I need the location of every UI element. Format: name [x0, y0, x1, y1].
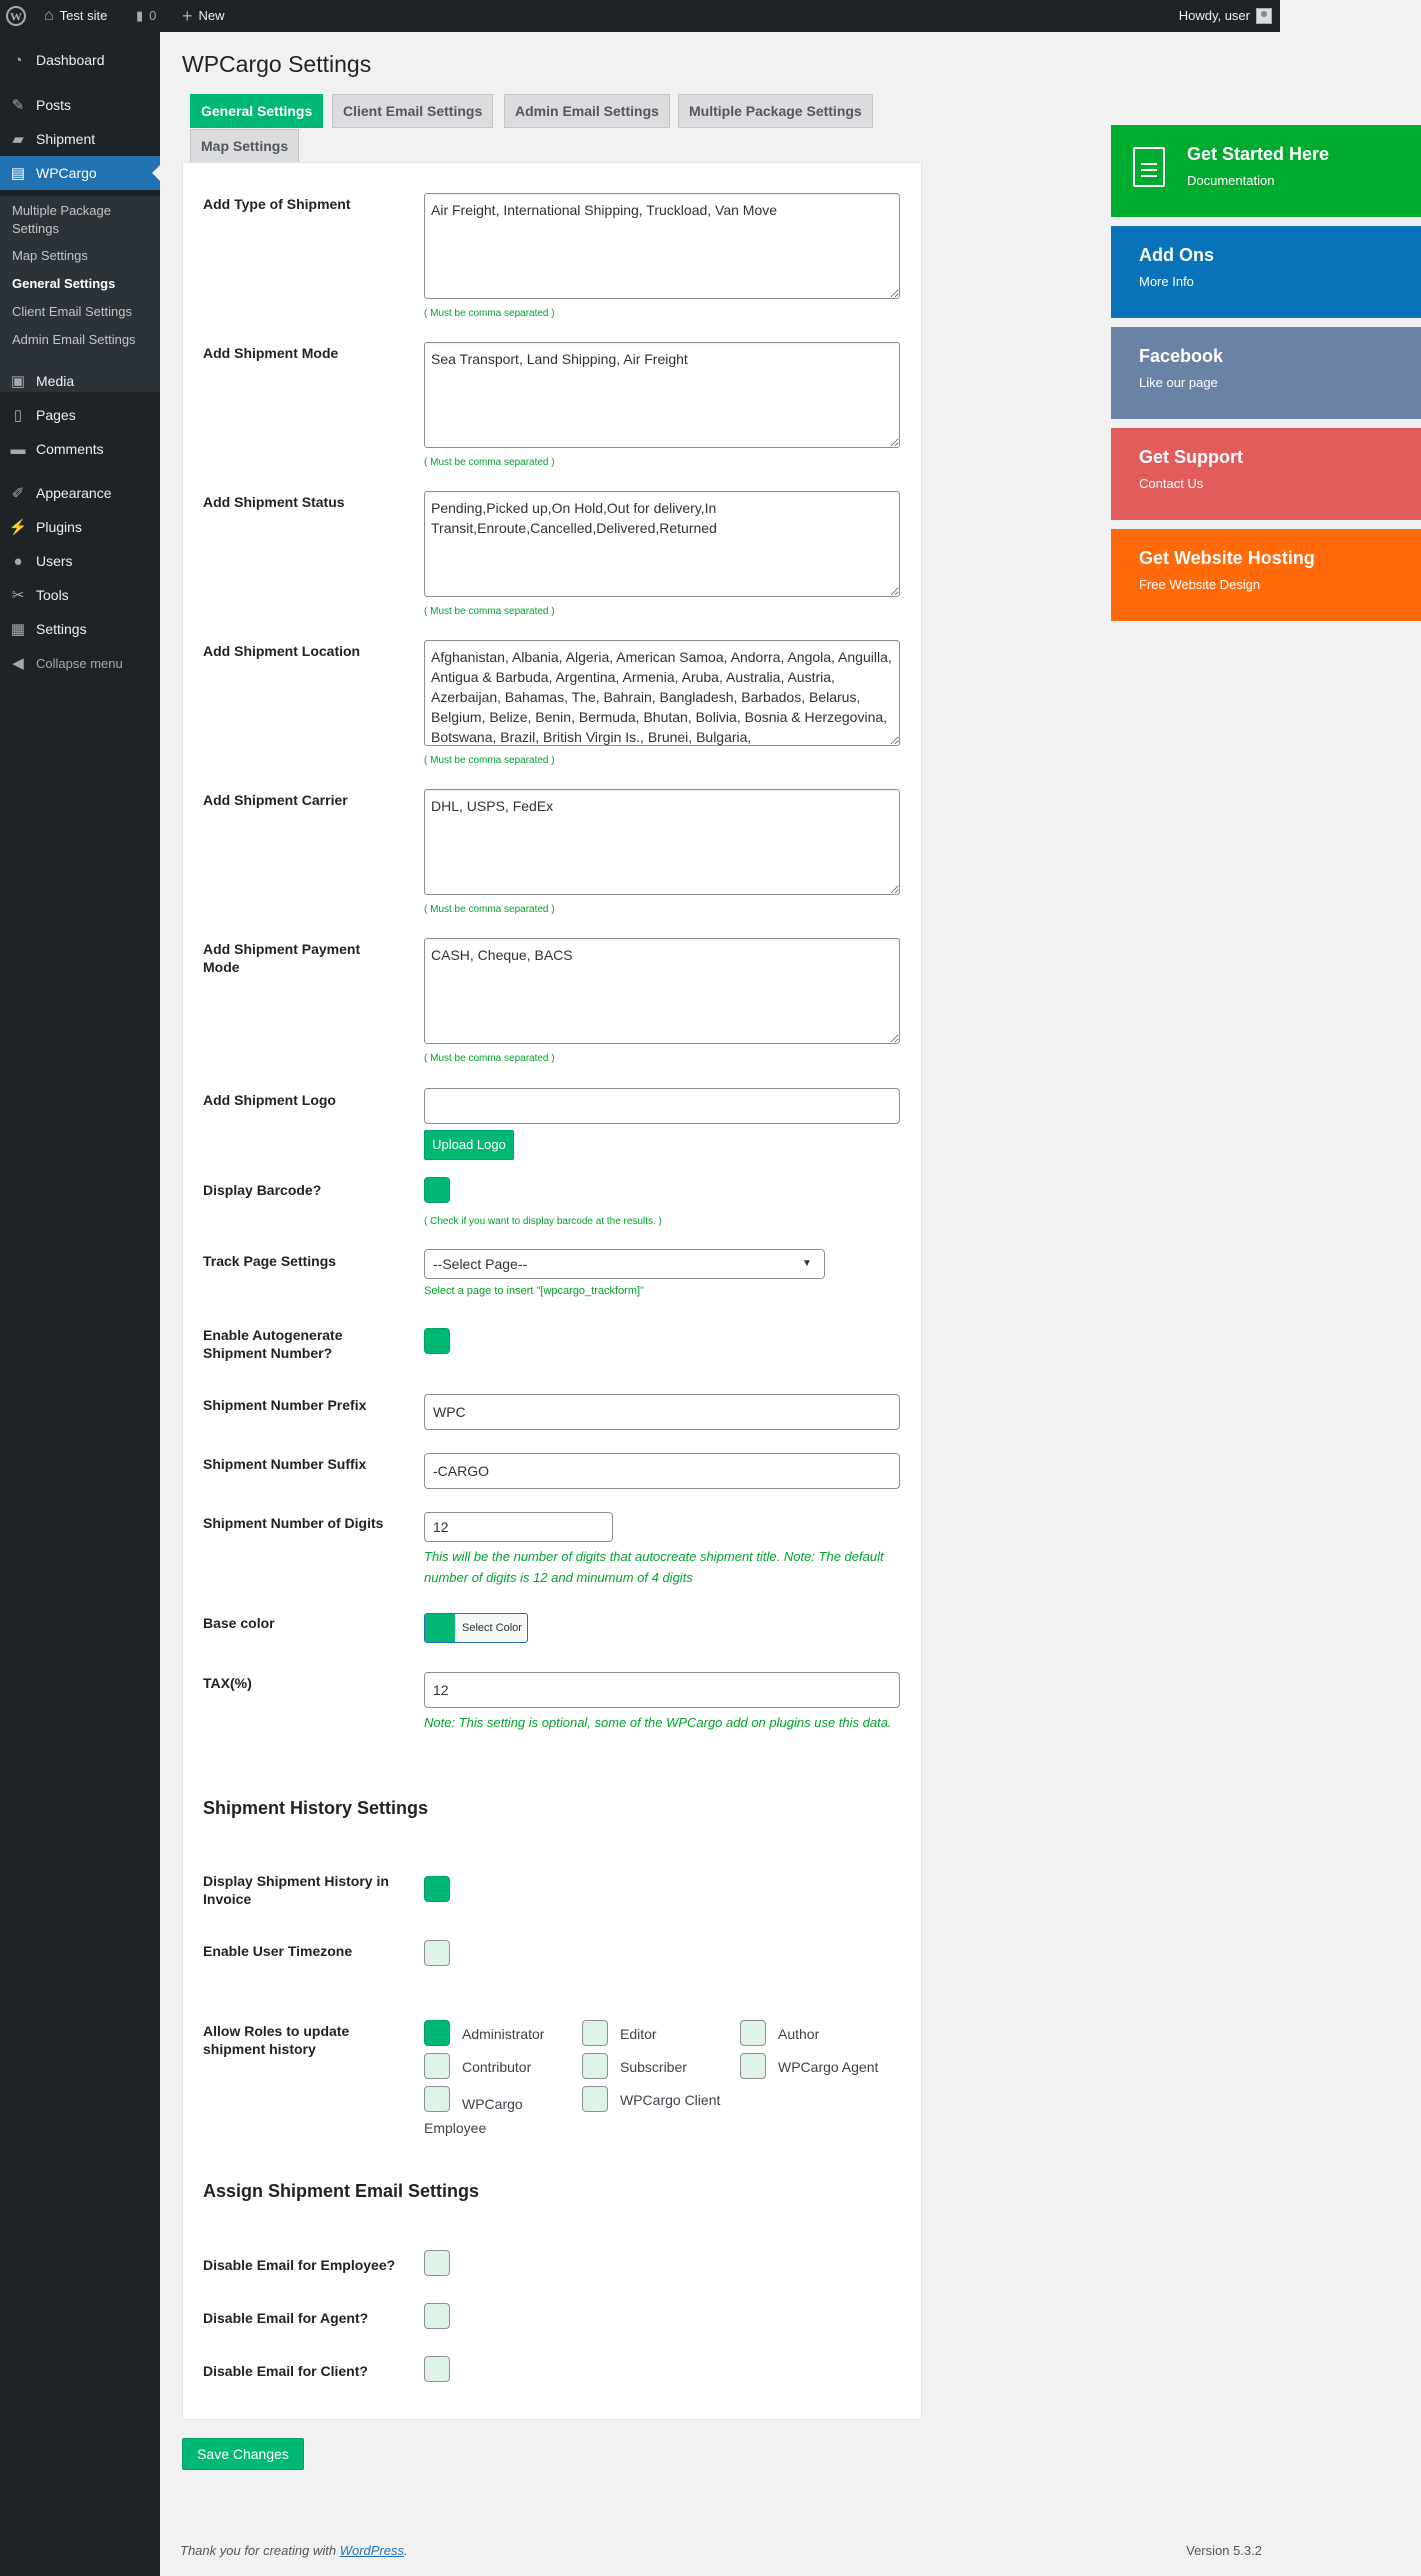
tab-multiple-package-settings[interactable]: Multiple Package Settings	[678, 94, 873, 128]
type-of-shipment-label: Add Type of Shipment	[203, 196, 351, 212]
user-icon: ●	[13, 552, 23, 570]
shipment-status-textarea[interactable]	[424, 491, 900, 597]
user-timezone-label: Enable User Timezone	[203, 1943, 353, 1959]
suffix-label: Shipment Number Suffix	[203, 1456, 367, 1472]
menu-label: Comments	[36, 441, 104, 457]
shipment-location-label: Add Shipment Location	[203, 643, 361, 659]
menu-media[interactable]	[0, 364, 160, 398]
tax-note: Note: This setting is optional, some of the WPCargo add on plugins use this data.	[424, 1715, 892, 1730]
barcode-hint: ( Check if you want to display barcode at the results. )	[424, 1216, 662, 1227]
menu-label: Posts	[36, 97, 72, 113]
menu-label: Collapse menu	[36, 655, 123, 671]
suffix-input[interactable]	[424, 1453, 900, 1489]
comments-link[interactable]	[136, 0, 156, 32]
pin-icon: ✎	[11, 97, 25, 114]
tax-label: TAX(%)	[203, 1675, 252, 1691]
disable-employee-email-label: Disable Email for Employee?	[203, 2257, 396, 2273]
widget-title: Facebook	[1139, 346, 1224, 366]
role-author-label: Author	[778, 2026, 820, 2042]
role-wpcargo-agent-checkbox[interactable]	[740, 2053, 766, 2079]
shipment-logo-label: Add Shipment Logo	[203, 1092, 336, 1108]
footer-thanks-text: Thank you for creating with	[180, 2543, 337, 2558]
autogenerate-checkbox[interactable]	[424, 1328, 450, 1354]
user-timezone-checkbox[interactable]	[424, 1940, 450, 1966]
admin-bar	[0, 0, 1280, 32]
role-contributor-label: Contributor	[462, 2059, 532, 2075]
history-section-title: Shipment History Settings	[203, 1798, 429, 1818]
menu-users[interactable]	[0, 544, 160, 578]
menu-comments[interactable]	[0, 432, 160, 466]
submenu-admin-email[interactable]: Admin Email Settings	[12, 332, 136, 347]
howdy-text: Howdy, user	[1178, 8, 1250, 23]
widget-add-ons[interactable]	[1111, 226, 1421, 318]
menu-label: Plugins	[36, 519, 82, 535]
role-wpcargo-client-label: WPCargo Client	[620, 2092, 721, 2108]
email-section-title: Assign Shipment Email Settings	[203, 2181, 480, 2201]
account-menu[interactable]	[1179, 0, 1272, 32]
menu-label: Users	[36, 553, 73, 569]
widget-subtitle: More Info	[1139, 274, 1194, 289]
tab-client-email-settings[interactable]: Client Email Settings	[332, 94, 493, 128]
role-wpcargo-client-checkbox[interactable]	[582, 2086, 608, 2112]
collapse-icon: ◀	[12, 655, 24, 672]
color-swatch	[425, 1614, 455, 1642]
chevron-down-icon: ▼	[802, 1258, 812, 1269]
menu-settings[interactable]	[0, 612, 160, 646]
tab-admin-email-settings[interactable]: Admin Email Settings	[504, 94, 670, 128]
disable-client-email-checkbox[interactable]	[424, 2356, 450, 2382]
type-of-shipment-textarea[interactable]	[424, 193, 900, 299]
shipment-mode-textarea[interactable]	[424, 342, 900, 448]
menu-label: Dashboard	[36, 52, 105, 68]
admin-sidebar	[0, 32, 160, 2576]
wordpress-link[interactable]: WordPress	[339, 2543, 404, 2558]
widget-get-support[interactable]	[1111, 428, 1421, 520]
menu-posts[interactable]	[0, 88, 160, 122]
display-barcode-label: Display Barcode?	[203, 1182, 322, 1198]
base-color-label: Base color	[203, 1615, 275, 1631]
disable-agent-email-checkbox[interactable]	[424, 2303, 450, 2329]
comma-hint: ( Must be comma separated )	[424, 308, 555, 319]
widget-title: Get Support	[1139, 447, 1243, 467]
new-label: New	[198, 8, 225, 23]
payment-mode-textarea[interactable]	[424, 938, 900, 1044]
menu-label: Shipment	[36, 131, 96, 147]
digits-input[interactable]	[424, 1512, 613, 1542]
roles-label: Allow Roles to update shipment history	[203, 2023, 350, 2057]
history-invoice-checkbox[interactable]	[424, 1876, 450, 1902]
pages-icon: ▯	[13, 407, 23, 424]
footer-thanks-end: .	[404, 2543, 408, 2558]
widget-title: Add Ons	[1139, 245, 1214, 265]
menu-shipment[interactable]	[0, 122, 160, 156]
widget-subtitle: Contact Us	[1139, 476, 1204, 491]
role-administrator-label: Administrator	[462, 2026, 545, 2042]
menu-pages[interactable]	[0, 398, 160, 432]
comments-count: 0	[149, 8, 157, 23]
role-contributor-checkbox[interactable]	[424, 2053, 450, 2079]
wordpress-logo-icon[interactable]	[6, 0, 26, 32]
shipment-logo-input[interactable]	[424, 1088, 900, 1124]
role-subscriber-label: Subscriber	[620, 2059, 687, 2075]
dashboard-icon: ◔	[13, 51, 23, 69]
disable-client-email-label: Disable Email for Client?	[203, 2363, 368, 2379]
submenu-multiple-package[interactable]: Multiple Package Settings	[12, 203, 111, 236]
autogenerate-label: Enable Autogenerate Shipment Number?	[203, 1327, 343, 1361]
payment-mode-label: Add Shipment Payment Mode	[203, 941, 361, 975]
site-name-link[interactable]	[44, 0, 107, 32]
new-content-link[interactable]	[182, 0, 225, 32]
track-page-hint: Select a page to insert "[wpcargo_trackform]"	[424, 1285, 644, 1297]
save-changes-button[interactable]: Save Changes	[182, 2438, 304, 2470]
shipment-location-textarea[interactable]	[424, 640, 900, 746]
menu-label: Settings	[36, 621, 87, 637]
tab-general-settings[interactable]: General Settings	[190, 94, 323, 128]
comma-hint: ( Must be comma separated )	[424, 755, 555, 766]
select-color-label: Select Color	[462, 1622, 522, 1634]
wrench-icon: ✂	[11, 587, 25, 604]
comma-hint: ( Must be comma separated )	[424, 904, 555, 915]
menu-label: Appearance	[36, 485, 112, 501]
submenu-client-email[interactable]: Client Email Settings	[12, 304, 132, 319]
digits-label: Shipment Number of Digits	[203, 1515, 384, 1531]
comment-icon: ▬	[10, 440, 26, 458]
tab-map-settings[interactable]: Map Settings	[190, 129, 299, 163]
avatar	[1256, 8, 1272, 24]
menu-appearance[interactable]	[0, 476, 160, 510]
menu-label: WPCargo	[36, 165, 97, 181]
role-wpcargo-employee-label: WPCargo Employee	[424, 2096, 523, 2136]
menu-tools[interactable]	[0, 578, 160, 612]
widget-website-hosting[interactable]	[1111, 529, 1421, 621]
truck-icon: ▰	[12, 131, 24, 148]
plus-icon: +	[182, 6, 193, 26]
track-page-select[interactable]	[424, 1249, 825, 1279]
display-barcode-checkbox[interactable]	[424, 1177, 450, 1203]
digits-note: This will be the number of digits that autocreate shipment title. Note: The default number of digits is 12 and minumum of 4 digits	[424, 1549, 884, 1585]
history-invoice-label: Display Shipment History in Invoice	[203, 1873, 389, 1907]
shipment-carrier-textarea[interactable]	[424, 789, 900, 895]
menu-plugins[interactable]	[0, 510, 160, 544]
page-title: WPCargo Settings	[182, 51, 372, 77]
submenu-map-settings[interactable]: Map Settings	[12, 248, 88, 263]
menu-label: Pages	[36, 407, 76, 423]
track-page-label: Track Page Settings	[203, 1253, 337, 1269]
media-icon: ▣	[10, 373, 26, 390]
comment-icon: ▮	[136, 8, 144, 23]
menu-wpcargo[interactable]	[0, 156, 160, 190]
menu-dashboard[interactable]	[0, 43, 160, 77]
disable-employee-email-checkbox[interactable]	[424, 2250, 450, 2276]
comma-hint: ( Must be comma separated )	[424, 606, 555, 617]
widget-subtitle: Free Website Design	[1139, 577, 1261, 592]
footer-thanks	[180, 2543, 408, 2558]
role-editor-label: Editor	[620, 2026, 657, 2042]
comma-hint: ( Must be comma separated )	[424, 457, 555, 468]
upload-logo-button[interactable]: Upload Logo	[424, 1130, 514, 1160]
menu-label: Tools	[36, 587, 69, 603]
role-wpcargo-agent-label: WPCargo Agent	[778, 2059, 879, 2075]
disable-agent-email-label: Disable Email for Agent?	[203, 2310, 369, 2326]
role-editor-checkbox[interactable]	[582, 2020, 608, 2046]
wpcargo-submenu	[0, 196, 160, 392]
shipment-mode-label: Add Shipment Mode	[203, 345, 339, 361]
document-icon	[1133, 147, 1165, 187]
widget-title: Get Website Hosting	[1139, 548, 1315, 568]
book-icon: ▤	[10, 165, 26, 182]
widget-subtitle: Documentation	[1187, 173, 1275, 188]
footer-version: Version 5.3.2	[1186, 2543, 1262, 2558]
widget-title: Get Started Here	[1187, 144, 1330, 164]
home-icon: ⌂	[44, 7, 54, 24]
widget-subtitle: Like our page	[1139, 375, 1218, 390]
widget-get-started[interactable]	[1111, 125, 1421, 217]
menu-label: Media	[36, 373, 75, 389]
prefix-label: Shipment Number Prefix	[203, 1397, 367, 1413]
color-picker-button[interactable]	[424, 1613, 528, 1643]
site-name: Test site	[59, 8, 108, 23]
plug-icon: ⚡	[8, 519, 28, 536]
shipment-carrier-label: Add Shipment Carrier	[203, 792, 348, 808]
collapse-menu[interactable]	[0, 646, 160, 680]
tax-input[interactable]	[424, 1672, 900, 1708]
svg-text:W: W	[10, 9, 22, 24]
role-author-checkbox[interactable]	[740, 2020, 766, 2046]
shipment-status-label: Add Shipment Status	[203, 494, 345, 510]
brush-icon: ✐	[11, 485, 25, 502]
prefix-input[interactable]	[424, 1394, 900, 1430]
comma-hint: ( Must be comma separated )	[424, 1053, 555, 1064]
role-administrator-checkbox[interactable]	[424, 2020, 450, 2046]
role-subscriber-checkbox[interactable]	[582, 2053, 608, 2079]
settings-icon: ▦	[10, 621, 26, 638]
submenu-general-settings[interactable]: General Settings	[12, 276, 116, 291]
widget-facebook[interactable]	[1111, 327, 1421, 419]
